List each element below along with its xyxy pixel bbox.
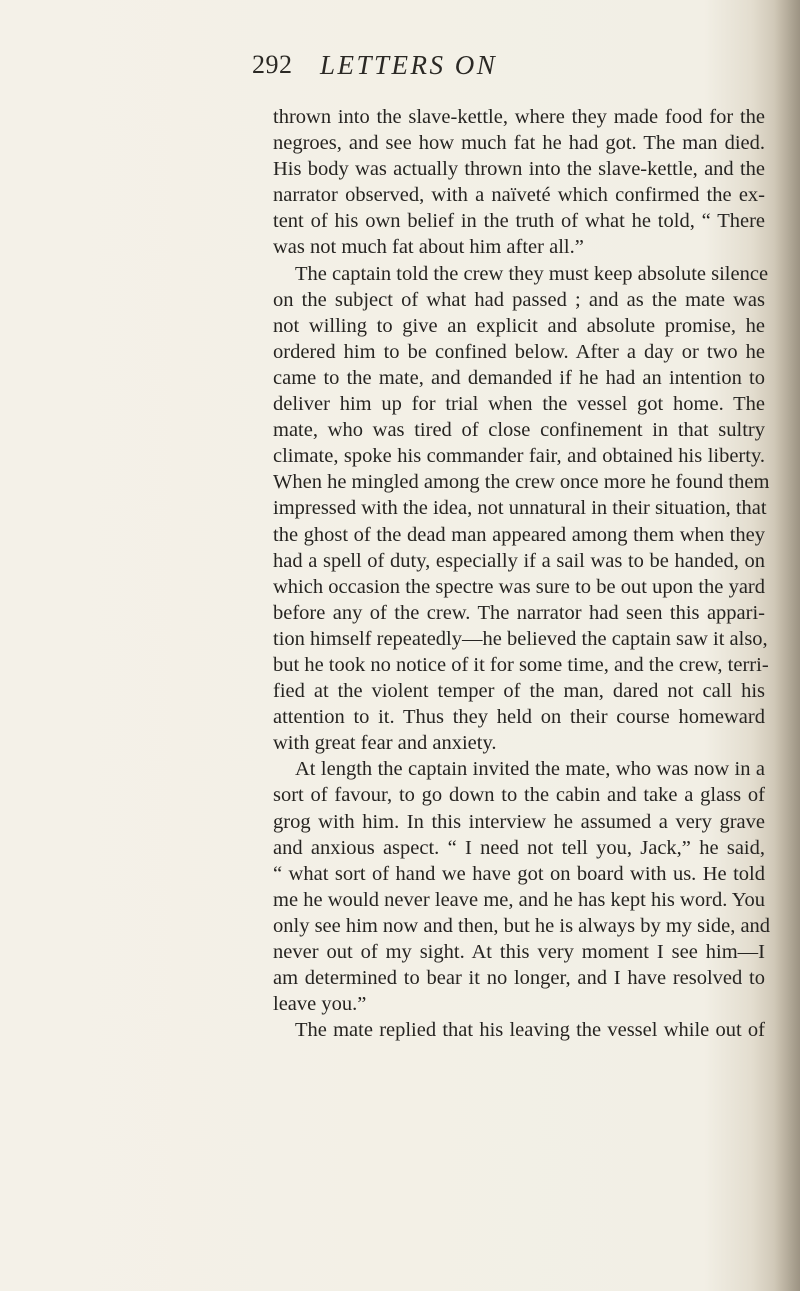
text-line: negroes, and see how much fat he had got. The man died. — [273, 132, 765, 155]
page-edge-shadow — [774, 0, 800, 1291]
text-line: am determined to bear it no longer, and I have resolved to — [273, 967, 765, 990]
text-line: me he would never leave me, and he has kept his word. You — [273, 888, 765, 911]
text-line: thrown into the slave-kettle, where they made food for the — [273, 106, 765, 128]
text-line: mate, who was tired of close confinement in that sultry — [273, 419, 765, 442]
text-line: “ what sort of hand we have got on board with us. He told — [273, 862, 765, 885]
text-line: sort of favour, to go down to the cabin and take a glass of — [273, 784, 765, 807]
text-line: ordered him to be confined below. After a day or two he — [273, 340, 765, 363]
text-line: and anxious aspect. “ I need not tell you, Jack,” he said, — [273, 836, 765, 859]
body-text — [273, 104, 771, 1043]
text-line: tent of his own belief in the truth of what he told, “ There — [273, 210, 765, 233]
text-line: on the subject of what had passed ; and as the mate was — [273, 288, 765, 311]
page-number: 292 — [252, 50, 293, 79]
text-line: the ghost of the dead man appeared among them when they — [273, 523, 765, 546]
text-line: tion himself repeatedly—he believed the captain saw it also, — [273, 627, 768, 650]
text-line: was not much fat about him after all.” — [273, 236, 584, 259]
text-line: before any of the crew. The narrator had seen this appari- — [273, 601, 765, 624]
page-header — [252, 50, 772, 90]
text-line: deliver him up for trial when the vessel got home. The — [273, 393, 765, 416]
text-line: had a spell of duty, especially if a sail was to be handed, on — [273, 549, 765, 572]
text-line: fied at the violent temper of the man, dared not call his — [273, 680, 765, 703]
text-line: but he took no notice of it for some time, and the crew, terri- — [273, 653, 769, 676]
text-line: with great fear and anxiety. — [273, 732, 497, 755]
text-line: His body was actually thrown into the slave-kettle, and the — [273, 158, 765, 181]
text-line: not willing to give an explicit and absolute promise, he — [273, 314, 765, 337]
text-line: attention to it. Thus they held on their course homeward — [273, 706, 765, 729]
text-line: which occasion the spectre was sure to be out upon the yard — [273, 575, 765, 598]
text-line: impressed with the idea, not unnatural in their situation, that — [273, 497, 767, 520]
running-head: LETTERS ON — [320, 50, 498, 80]
text-line: The mate replied that his leaving the vessel while out of — [295, 1019, 765, 1042]
text-line: only see him now and then, but he is always by my side, and — [273, 914, 771, 937]
text-line: narrator observed, with a naïveté which confirmed the ex- — [273, 184, 765, 207]
text-line: climate, spoke his commander fair, and obtained his liberty. — [273, 445, 765, 468]
text-line: grog with him. In this interview he assumed a very grave — [273, 810, 765, 833]
text-line: When he mingled among the crew once more he found them — [273, 471, 770, 494]
text-line: At length the captain invited the mate, who was now in a — [295, 758, 765, 781]
text-line: The captain told the crew they must keep absolute silence — [295, 262, 769, 285]
text-line: never out of my sight. At this very moment I see him—I — [273, 941, 765, 963]
text-line: came to the mate, and demanded if he had an intention to — [273, 366, 765, 389]
text-line: leave you.” — [273, 993, 367, 1016]
